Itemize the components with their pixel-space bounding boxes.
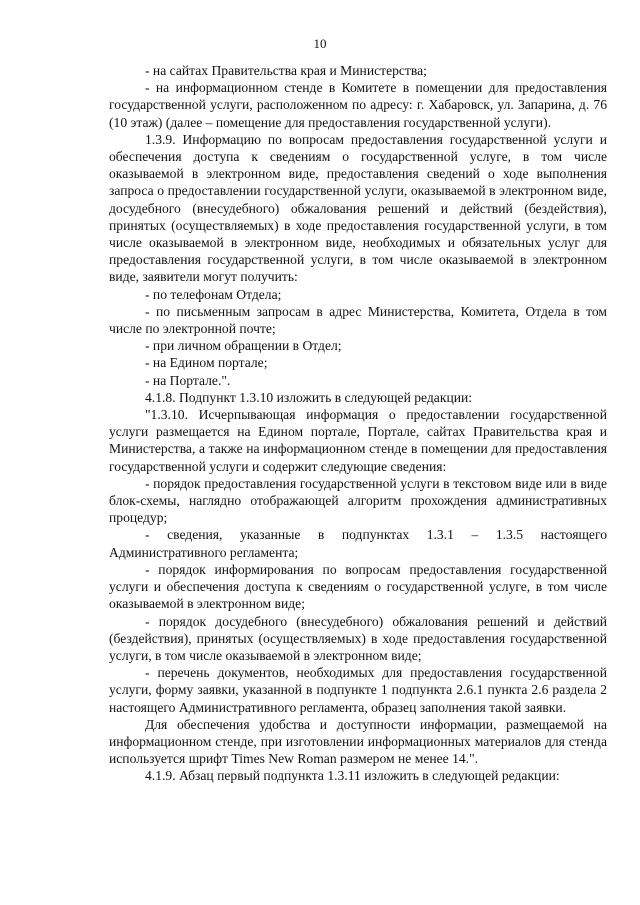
paragraph: - по телефонам Отдела; xyxy=(145,286,282,302)
paragraph: - на Едином портале; xyxy=(145,355,268,371)
document-body xyxy=(109,62,607,785)
paragraph: - порядок информирования по вопросам предоставления государственной услуги и обеспечения доступа к сведениям о государственной услуге, в том числе оказываемой в электронном виде; xyxy=(109,561,607,612)
paragraph: - на Портале.". xyxy=(145,372,231,388)
paragraph: 4.1.9. Абзац первый подпункта 1.3.11 изложить в следующей редакции: xyxy=(145,768,560,784)
paragraph: - порядок досудебного (внесудебного) обжалования решений и действий (бездействия), принятых (осуществляемых) в ходе предоставления государственной услуги, в том числе оказываемой в электронном виде; xyxy=(109,613,607,663)
paragraph: - перечень документов, необходимых для предоставления государственной услуги, форму заявки, указанной в подпункте 1 подпункта 2.6.1 пункта 2.6 раздела 2 настоящего Административного регламента, образец заполнения такой заявки. xyxy=(109,665,607,715)
paragraph: - на информационном стенде в Комитете в помещении для предоставления государственной услуги, расположенном по адресу: г. Хабаровск, ул. Запарина, д. 76 (10 этаж) (далее – помещение для предоставления государственной услуги). xyxy=(109,80,607,130)
paragraph: - на сайтах Правительства края и Министерства; xyxy=(145,63,427,78)
paragraph: - сведения, указанные в подпунктах 1.3.1 – 1.3.5 настоящего Административного регламента; xyxy=(109,527,607,560)
paragraph: Для обеспечения удобства и доступности информации, размещаемой на информационном стенде, при изготовлении информационных материалов для стенда используется шрифт Times New Roman размером не менее 14.". xyxy=(109,716,607,767)
page-number: 10 xyxy=(313,36,327,51)
paragraph: 4.1.8. Подпункт 1.3.10 изложить в следующей редакции: xyxy=(145,389,473,405)
paragraph: - по письменным запросам в адрес Министерства, Комитета, Отдела в том числе по электронной почте; xyxy=(109,303,607,337)
paragraph: - порядок предоставления государственной услуги в текстовом виде или в виде блок-схемы, наглядно отображающей алгоритм прохождения административных процедур; xyxy=(109,475,607,526)
paragraph: - при личном обращении в Отдел; xyxy=(145,338,342,354)
paragraph: "1.3.10. Исчерпывающая информация о предоставлении государственной услуги размещается на Едином портале, Портале, сайтах Правительства края и Министерства, а также на информационном стенде в помещении для предоставления государственной услуги и содержит следующие сведения: xyxy=(109,407,607,474)
paragraph: 1.3.9. Информацию по вопросам предоставления государственной услуги и обеспечения доступа к сведениям о государственной услуге, в том числе оказываемой в электронном виде, предоставления сведений о ходе выполнения запроса о предоставлении государственной услуги, оказываемой в электронном виде, досудебного (внесудебного) обжалования решений и действий (бездействия), принятых (осуществляемых) в ходе предоставления государственной услуги, в том числе оказываемой в электронном виде, необходимых и обязательных услуг для предоставления государственной услуги, в том числе оказываемой в электронном виде, заявители могут получить: xyxy=(109,131,607,285)
